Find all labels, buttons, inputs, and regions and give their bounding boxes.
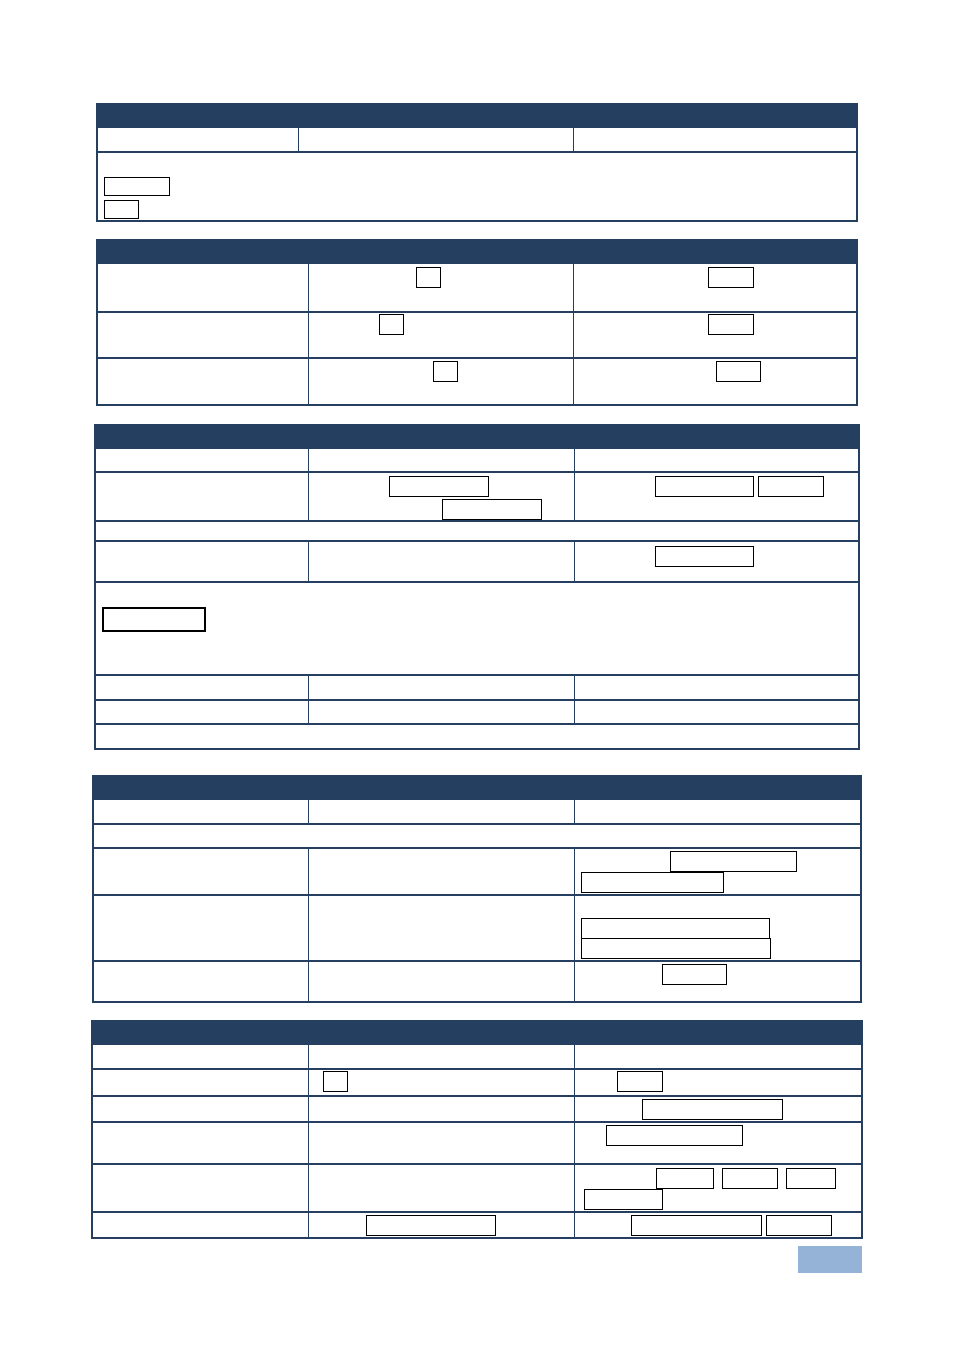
column-divider (574, 676, 575, 723)
inline-field-box (655, 546, 754, 567)
column-divider (298, 128, 299, 151)
table-header-bar (98, 105, 856, 128)
row-divider (93, 1068, 861, 1070)
row-divider (94, 960, 860, 962)
inline-field-box (655, 476, 754, 497)
inline-field-box (389, 476, 489, 497)
inline-field-box (617, 1071, 663, 1092)
column-divider (308, 800, 309, 823)
row-divider (98, 151, 856, 153)
row-divider (98, 357, 856, 359)
row-divider (96, 699, 858, 701)
row-divider (96, 520, 858, 522)
table-4 (92, 775, 862, 1003)
inline-field-box (433, 361, 458, 382)
inline-field-box (102, 607, 206, 632)
row-divider (98, 311, 856, 313)
row-divider (94, 847, 860, 849)
inline-field-box (642, 1099, 783, 1120)
row-divider (96, 723, 858, 725)
inline-field-box (631, 1215, 762, 1236)
row-divider (96, 471, 858, 473)
row-divider (93, 1211, 861, 1213)
column-divider (574, 449, 575, 520)
inline-field-box (766, 1215, 832, 1236)
inline-field-box (708, 314, 754, 335)
inline-field-box (323, 1071, 348, 1092)
inline-field-box (581, 918, 770, 939)
column-divider (574, 542, 575, 581)
table-3 (94, 424, 860, 750)
row-divider (94, 823, 860, 825)
page-number-tab (798, 1246, 862, 1273)
column-divider (308, 264, 309, 406)
column-divider (308, 542, 309, 581)
column-divider (308, 676, 309, 723)
table-1 (96, 103, 858, 222)
column-divider (308, 1045, 309, 1239)
inline-field-box (581, 938, 771, 959)
inline-field-box (708, 267, 754, 288)
inline-field-box (416, 267, 441, 288)
table-header-bar (96, 426, 858, 449)
inline-field-box (656, 1168, 714, 1189)
row-divider (93, 1163, 861, 1165)
inline-field-box (581, 872, 724, 893)
table-header-bar (98, 241, 856, 264)
table-header-bar (94, 777, 860, 800)
inline-field-box (722, 1168, 778, 1189)
inline-field-box (584, 1189, 663, 1210)
column-divider (574, 800, 575, 823)
row-divider (96, 581, 858, 583)
column-divider (308, 449, 309, 520)
table-2 (96, 239, 858, 406)
row-divider (94, 894, 860, 896)
table-5 (91, 1020, 863, 1239)
inline-field-box (758, 476, 824, 497)
table-header-bar (93, 1022, 861, 1045)
inline-field-box (366, 1215, 496, 1236)
inline-field-box (786, 1168, 836, 1189)
inline-field-box (379, 314, 404, 335)
inline-field-box (442, 499, 542, 520)
row-divider (93, 1095, 861, 1097)
inline-field-box (662, 964, 727, 985)
column-divider (573, 264, 574, 406)
column-divider (573, 128, 574, 151)
column-divider (308, 849, 309, 1003)
inline-field-box (670, 851, 797, 872)
column-divider (574, 849, 575, 1003)
inline-field-box (104, 200, 139, 219)
row-divider (96, 674, 858, 676)
inline-field-box (104, 177, 170, 196)
column-divider (574, 1045, 575, 1239)
inline-field-box (716, 361, 761, 382)
row-divider (93, 1121, 861, 1123)
inline-field-box (606, 1125, 743, 1146)
row-divider (96, 540, 858, 542)
